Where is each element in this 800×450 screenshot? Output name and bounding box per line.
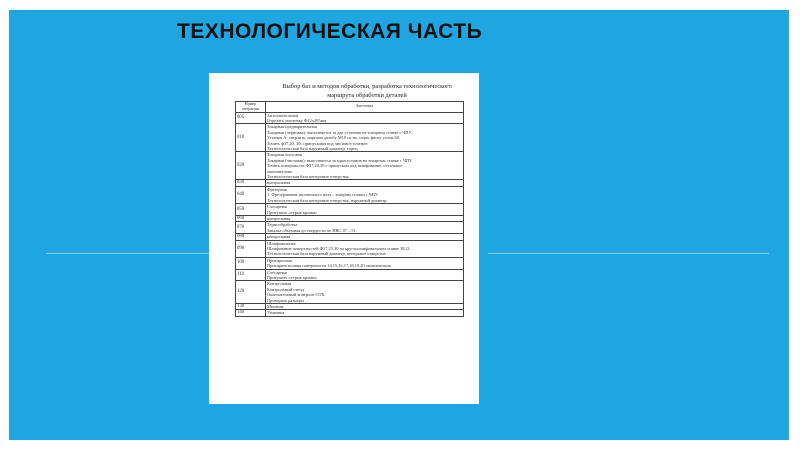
operation-detail-line: Точить поверхность Ф37,20,30 с припуском под шлифование, остальное bbox=[267, 163, 403, 169]
table-row bbox=[236, 269, 464, 281]
document-title-line: Выбор баз и методов обработки, разработка технологического bbox=[282, 83, 452, 90]
operation-number: 080 bbox=[236, 234, 266, 240]
operation-number: 140 bbox=[236, 310, 266, 316]
slide-title: ТЕХНОЛОГИЧЕСКАЯ ЧАСТЬ bbox=[177, 20, 483, 43]
operation-number: 100 bbox=[236, 257, 266, 269]
operation-detail-line: Закалка объемная до твердости по HRC 47…51. bbox=[267, 227, 357, 233]
document-scan bbox=[209, 73, 479, 404]
table-row bbox=[236, 112, 464, 124]
operation-description bbox=[266, 281, 464, 304]
operation-detail-line: Технологическая база наружный диаметр, центровое отверстие. bbox=[267, 251, 387, 257]
operation-name: Заготовительная bbox=[267, 112, 298, 118]
operation-detail-line: Установ А: сверлить, нарезать резьбу М10 ск-во, снять фаску углом 60. bbox=[267, 135, 401, 141]
operation-number: 110 bbox=[236, 269, 266, 281]
operation-name: контрольная bbox=[267, 234, 291, 240]
operation-detail-line: Технологическая база центровые отверстия. bbox=[267, 174, 350, 180]
table-row bbox=[236, 222, 464, 234]
operation-detail-line: Контрольный стенд bbox=[267, 286, 304, 292]
operation-number: 060 bbox=[236, 215, 266, 221]
table-row bbox=[236, 257, 464, 269]
operation-description bbox=[266, 310, 464, 316]
operation-name: Моечная bbox=[267, 304, 284, 309]
table-row bbox=[236, 281, 464, 304]
operation-detail-line: Притирать шлицы поверхности 14,15,16,17,18,19,20 окончательно. bbox=[267, 263, 393, 269]
table-row bbox=[236, 186, 464, 203]
operation-description bbox=[266, 222, 464, 234]
operation-number: 010 bbox=[236, 124, 266, 152]
operation-description bbox=[266, 204, 464, 216]
operation-number: 005 bbox=[236, 112, 266, 124]
operation-number: 130 bbox=[236, 304, 266, 310]
operation-description bbox=[266, 124, 464, 152]
operation-name: Токарная предварительная bbox=[267, 124, 317, 130]
operation-name: Контрольная bbox=[267, 281, 292, 287]
operation-detail-line: Шлифование поверхностей Ф37,25,30 на круглошлифовальном станке 3Е12. bbox=[267, 245, 411, 251]
operation-description bbox=[266, 269, 464, 281]
operation-number: 030 bbox=[236, 180, 266, 186]
document-title bbox=[261, 82, 473, 100]
table-header-row bbox=[236, 102, 464, 113]
operation-detail-line: Окончательный контроль ОТК. bbox=[267, 292, 326, 298]
table-row bbox=[236, 204, 464, 216]
operation-name: Токарная чистовая bbox=[267, 152, 302, 158]
operation-name: Слесарная bbox=[267, 269, 287, 275]
operation-number: 020 bbox=[236, 152, 266, 180]
operation-name: Слесарная bbox=[267, 204, 287, 210]
operation-name: Термообработка bbox=[267, 222, 298, 228]
table-row bbox=[236, 152, 464, 180]
operation-number: 070 bbox=[236, 222, 266, 234]
operation-detail-line: 1. Фрезерование шпоночного паза – токарны станки с ЧПУ. bbox=[267, 192, 379, 198]
operation-detail-line: окончательно. bbox=[267, 168, 294, 174]
operation-detail-line: Отрезать заготовку Ф42х205мм bbox=[267, 118, 327, 123]
header-operation-name: Заготовка bbox=[266, 102, 464, 113]
operation-name: контрольная bbox=[267, 180, 291, 186]
operation-detail-line: Технологическая база центровые отверстия, наружный диаметр. bbox=[267, 197, 388, 203]
operation-description bbox=[266, 257, 464, 269]
decorative-line-right bbox=[488, 253, 769, 254]
operation-detail-line: Токарная (черновая): выполняется за два установа на токарном станке с ЧПУ. bbox=[267, 129, 412, 135]
operation-detail-line: Точить ф37,20, 30с припусками под чистовое точение. bbox=[267, 140, 369, 146]
operation-number: 050 bbox=[236, 204, 266, 216]
operation-description bbox=[266, 152, 464, 180]
table-row bbox=[236, 310, 464, 316]
operations-table bbox=[235, 101, 464, 317]
operation-number: 120 bbox=[236, 281, 266, 304]
operation-number: 090 bbox=[236, 240, 266, 257]
table-row bbox=[236, 124, 464, 152]
operation-detail-line: Проверить размеры bbox=[267, 297, 304, 303]
operation-number: 040 bbox=[236, 186, 266, 203]
header-operation-number: Номер операции bbox=[236, 102, 266, 113]
operation-name: контрольная bbox=[267, 215, 291, 221]
operation-description bbox=[266, 186, 464, 203]
operation-description bbox=[266, 112, 464, 124]
operation-name: Упаковка bbox=[267, 310, 285, 316]
operation-detail-line: Технологическая база наружный диаметр, торец. bbox=[267, 146, 359, 152]
operation-detail-line: Притупить острые кромки bbox=[267, 274, 317, 280]
operation-name: Притирочная bbox=[267, 257, 292, 263]
operation-detail-line: Притупить острые кромки bbox=[267, 209, 317, 215]
operation-name: Шлифовальная bbox=[267, 240, 296, 246]
operation-description bbox=[266, 240, 464, 257]
operation-detail-line: Токарная (чистовая): выполняется за один установ на токарном станке с ЧПУ. bbox=[267, 157, 413, 163]
document-title-line: маршрута обработки деталей bbox=[327, 92, 407, 99]
decorative-line-left bbox=[46, 253, 218, 254]
operations-table-body bbox=[236, 112, 464, 316]
table-row bbox=[236, 240, 464, 257]
operation-name: Фрезерная bbox=[267, 186, 287, 192]
